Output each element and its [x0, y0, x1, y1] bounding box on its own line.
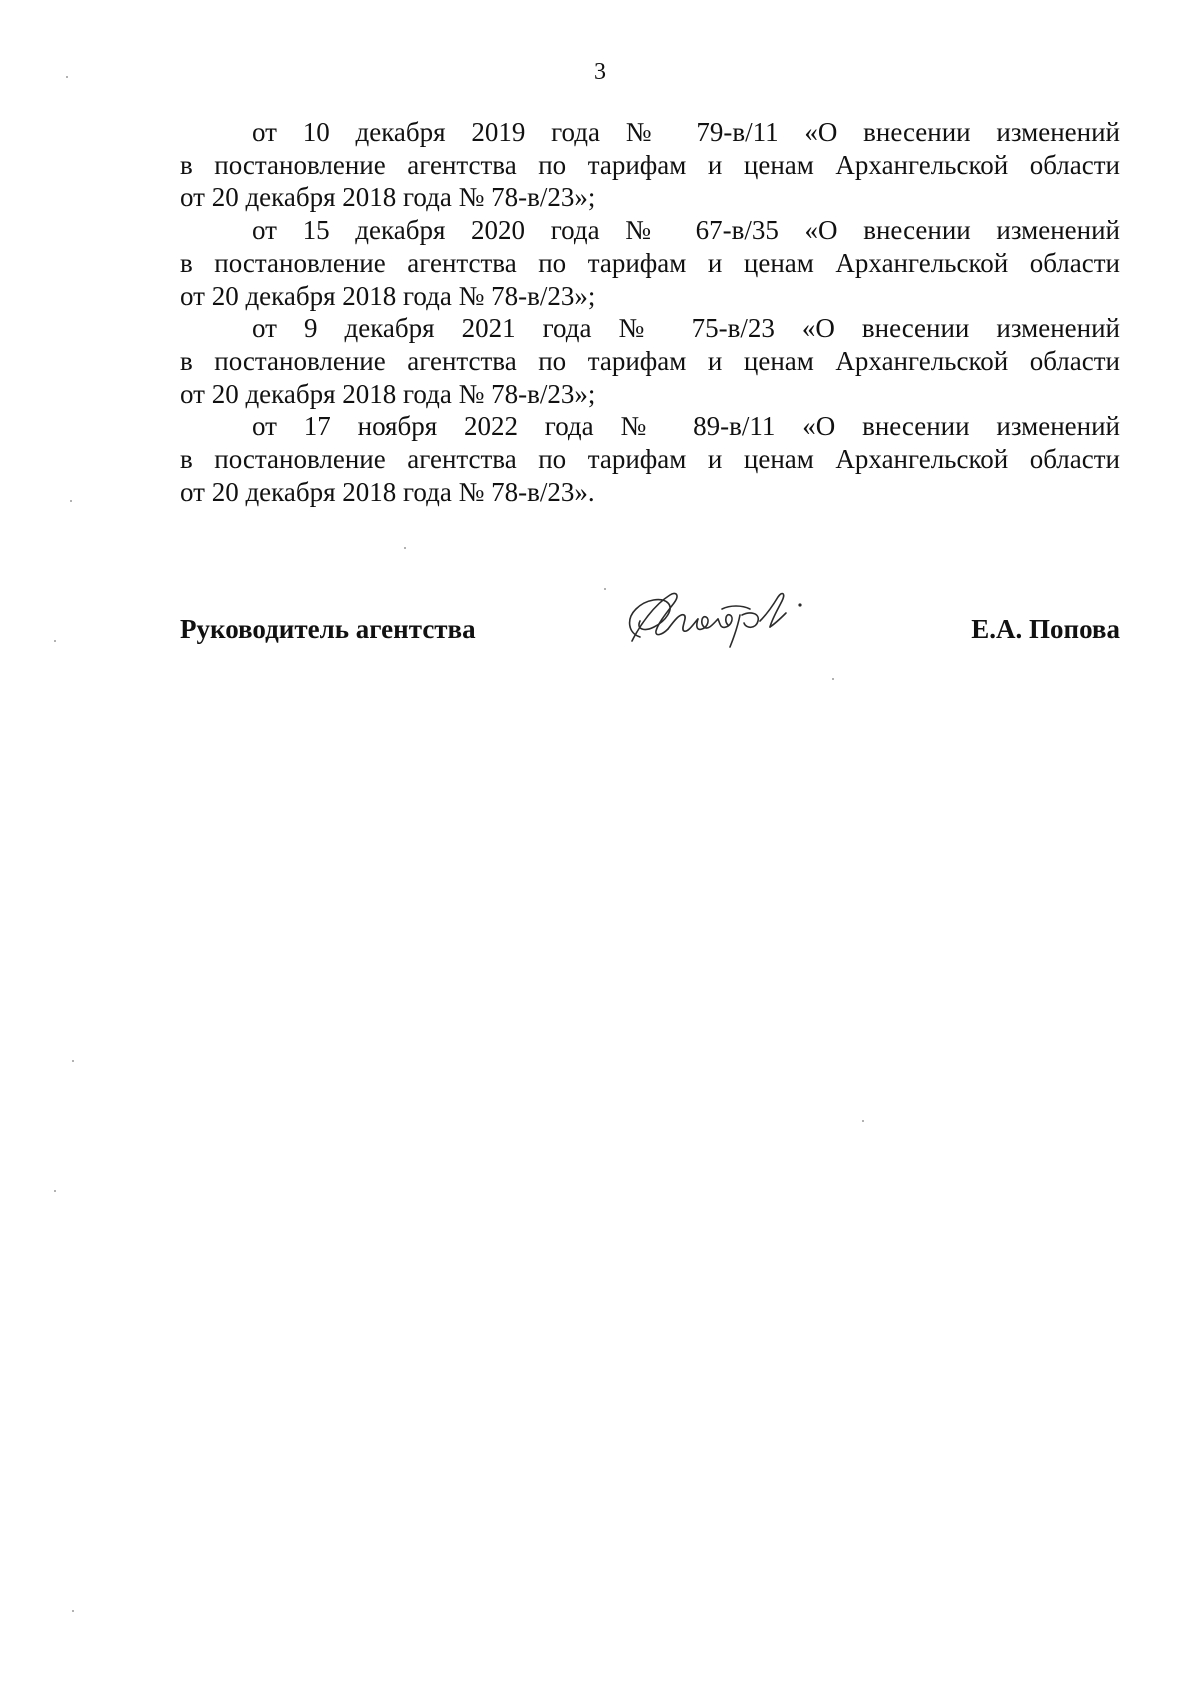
page-number: 3	[594, 59, 606, 85]
amendment-item-2022	[180, 410, 1120, 508]
amendment-item-2019	[180, 116, 1120, 214]
amendment-line-1: от 9 декабря 2021 года № 75-в/23 «О внесении изменений	[252, 313, 1120, 344]
scan-speck	[72, 1060, 74, 1062]
scan-speck	[54, 1190, 56, 1192]
amendment-line-3: от 20 декабря 2018 года № 78-в/23»;	[180, 378, 596, 409]
scan-speck	[54, 640, 56, 642]
scan-speck	[862, 1120, 864, 1122]
signer-name: Е.А. Попова	[971, 614, 1120, 644]
scan-speck	[604, 588, 606, 590]
scan-speck	[70, 500, 72, 502]
amendment-line-1: от 10 декабря 2019 года № 79-в/11 «О внесении изменений	[252, 117, 1120, 147]
amendment-line-1: от 17 ноября 2022 года № 89-в/11 «О внесении изменений	[252, 411, 1120, 442]
amendment-line-3: от 20 декабря 2018 года № 78-в/23»;	[180, 280, 596, 311]
amendment-line-2: в постановление агентства по тарифам и ценам Архангельской области	[180, 149, 1120, 180]
amendment-item-2020	[180, 214, 1120, 312]
amendment-line-2: в постановление агентства по тарифам и ценам Архангельской области	[180, 444, 1120, 475]
amendment-line-1: от 15 декабря 2020 года № 67-в/35 «О внесении изменений	[252, 215, 1120, 246]
handwritten-signature	[610, 575, 825, 655]
scan-speck	[832, 678, 834, 680]
scan-speck	[404, 547, 406, 549]
signature-block	[180, 575, 1120, 655]
amendment-line-2: в постановление агентства по тарифам и ценам Архангельской области	[180, 247, 1120, 278]
signer-position: Руководитель агентства	[180, 614, 476, 644]
document-body	[180, 116, 1120, 508]
amendment-line-3: от 20 декабря 2018 года № 78-в/23».	[180, 476, 595, 507]
amendment-item-2021	[180, 312, 1120, 410]
amendment-line-3: от 20 декабря 2018 года № 78-в/23»;	[180, 182, 596, 213]
amendment-line-2: в постановление агентства по тарифам и ценам Архангельской области	[180, 345, 1120, 376]
scan-speck	[66, 76, 68, 78]
scan-speck	[72, 1610, 74, 1612]
